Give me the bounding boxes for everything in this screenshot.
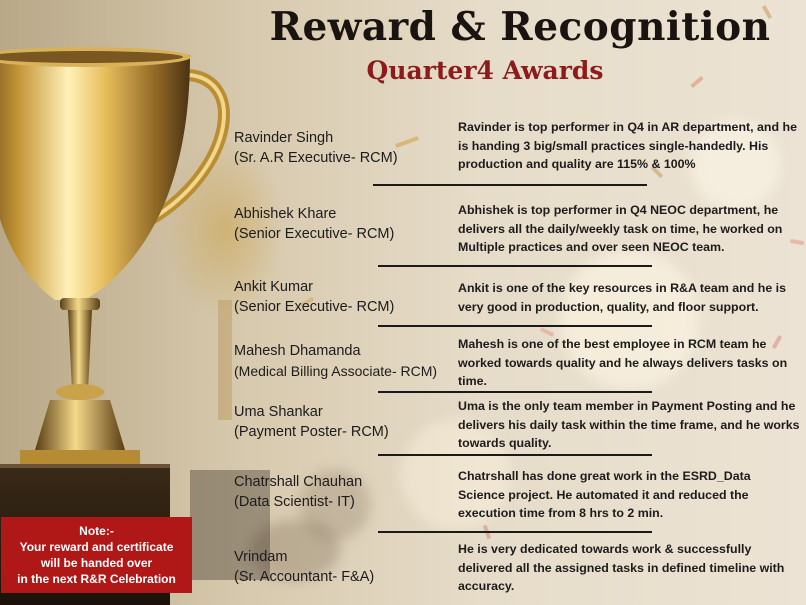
award-entry-vrindam	[234, 547, 464, 587]
section-divider	[378, 391, 652, 393]
award-description: He is very dedicated towards work & successfully delivered all the assigned tasks in defined timeline with accuracy.	[458, 542, 785, 593]
award-entry-uma	[234, 402, 464, 442]
note-heading: Note:-	[79, 524, 114, 538]
awardee-role: (Senior Executive- RCM)	[234, 299, 395, 315]
award-description: Mahesh is one of the best employee in RCM team he worked towards quality and he always delivers tasks on time.	[458, 337, 788, 388]
awardee-name: Vrindam	[234, 549, 288, 565]
awardee-name: Abhishek Khare	[234, 206, 337, 222]
award-description: Ravinder is top performer in Q4 in AR department, and he is handing 3 big/small practices single-handedly. His production and quality are 115% & 100%	[458, 120, 797, 171]
confetti	[690, 76, 703, 88]
award-entry-mahesh	[234, 341, 459, 381]
awardee-name: Ravinder Singh	[234, 130, 334, 146]
awardee-name: Mahesh Dhamanda	[234, 343, 361, 359]
awardee-name: Uma Shankar	[234, 404, 323, 420]
award-description: Uma is the only team member in Payment Posting and he delivers his daily task within the time frame, and he works towards quality.	[458, 399, 800, 450]
award-entry-ankit	[234, 277, 464, 317]
section-divider	[378, 265, 652, 267]
award-description: Ankit is one of the key resources in R&A team and he is very good in production, quality, and floor support.	[458, 281, 786, 314]
page-title: Reward & Recognition	[269, 4, 771, 50]
awardee-name: Ankit Kumar	[234, 279, 313, 295]
awardee-role: (Data Scientist- IT)	[234, 494, 355, 510]
section-divider	[373, 184, 647, 186]
note-line: in the next R&R Celebration	[17, 572, 176, 586]
award-description: Chatrshall has done great work in the ESRD_Data Science project. He automated it and reduced the execution time from 8 hrs to 2 min.	[458, 469, 751, 520]
awardee-name: Chatrshall Chauhan	[234, 474, 363, 490]
page-subtitle: Quarter4 Awards	[366, 56, 604, 85]
note-banner	[1, 517, 192, 593]
awardee-role: (Senior Executive- RCM)	[234, 226, 395, 242]
section-divider	[378, 325, 652, 327]
note-line: Your reward and certificate	[19, 540, 174, 554]
award-entry-ravinder	[234, 128, 464, 168]
award-description: Abhishek is top performer in Q4 NEOC department, he delivers all the daily/weekly task on time, he worked on Multiple practices and over seen NEOC team.	[458, 203, 783, 254]
awardee-role: (Payment Poster- RCM)	[234, 424, 389, 440]
awardee-role: (Medical Billing Associate- RCM)	[234, 363, 438, 379]
section-divider	[378, 531, 652, 533]
awardee-role: (Sr. Accountant- F&A)	[234, 569, 375, 585]
award-entry-abhishek	[234, 204, 464, 244]
awardee-role: (Sr. A.R Executive- RCM)	[234, 150, 398, 166]
award-entry-chatrshall	[234, 472, 464, 512]
note-line: will be handed over	[40, 556, 153, 570]
section-divider	[378, 454, 652, 456]
